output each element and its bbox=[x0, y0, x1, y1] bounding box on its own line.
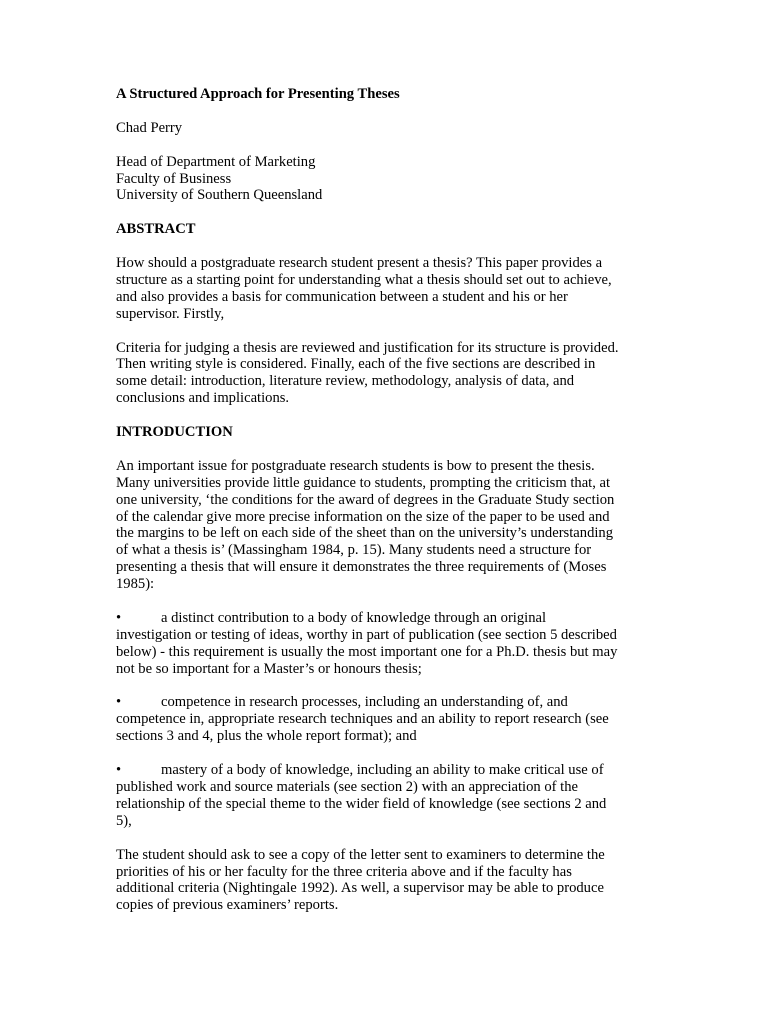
abstract-paragraph-1: How should a postgraduate research student present a thesis? This paper provides a structure as a starting point for understanding what a thesis should set out to achieve, and also provides a basis for communication between a student and his or her supervisor. Firstly, bbox=[116, 255, 612, 322]
abstract-heading: ABSTRACT bbox=[116, 221, 196, 238]
bullet-icon: • bbox=[116, 694, 122, 711]
bullet-icon: • bbox=[116, 762, 122, 779]
bullet-item-competence: • competence in research processes, including an understanding of, and competence in, appropriate research techniques and an ability to report research (see sections 3 and 4, plus the whole report format); and bbox=[116, 694, 609, 745]
author-name: Chad Perry bbox=[116, 119, 183, 136]
document-page bbox=[116, 86, 656, 931]
document-title: A Structured Approach for Presenting Theses bbox=[116, 86, 400, 102]
affiliation-line: Head of Department of Marketing bbox=[116, 153, 316, 170]
introduction-paragraph: An important issue for postgraduate research students is bow to present the thesis. Many universities provide little guidance to students, prompting the criticism that, at one university, ‘the conditions for the award of degrees in the Graduate Study section of the calendar give more precise information on the size of the paper to be used and the margins to be left on each side of the sheet than on the university’s understanding of what a thesis is’ (Massingham 1984, p. 15). Many students need a structure for presenting a thesis that will ensure it demonstrates the three requirements of (Moses 1985): bbox=[116, 457, 615, 593]
closing-paragraph: The student should ask to see a copy of the letter sent to examiners to determine the priorities of his or her faculty for the three criteria above and if the faculty has additional criteria (Nightingale 1992). As well, a supervisor may be able to produce copies of previous examiners’ reports. bbox=[116, 846, 605, 914]
introduction-heading: INTRODUCTION bbox=[116, 424, 233, 441]
author-affiliation bbox=[116, 154, 656, 205]
abstract-paragraph-2: Criteria for judging a thesis are reviewed and justification for its structure is provided. Then writing style is considered. Finally, each of the five sections are described in some detail: introduction, literature review, methodology, analysis of data, and conclusions and implications. bbox=[116, 339, 619, 407]
bullet-item-mastery: • mastery of a body of knowledge, including an ability to make critical use of published work and source materials (see section 2) with an appreciation of the relationship of the special theme to the wider field of knowledge (see sections 2 and 5), bbox=[116, 762, 607, 829]
bullet-icon: • bbox=[116, 609, 122, 626]
affiliation-line: University of Southern Queensland bbox=[116, 187, 323, 204]
bullet-item-contribution: • a distinct contribution to a body of knowledge through an original investigation or testing of ideas, worthy in part of publication (see section 5 described below) - this requirement is usually the most important one for a Ph.D. thesis but may not be so important for a Master’s or honours thesis; bbox=[116, 609, 618, 677]
affiliation-line: Faculty of Business bbox=[116, 170, 232, 187]
